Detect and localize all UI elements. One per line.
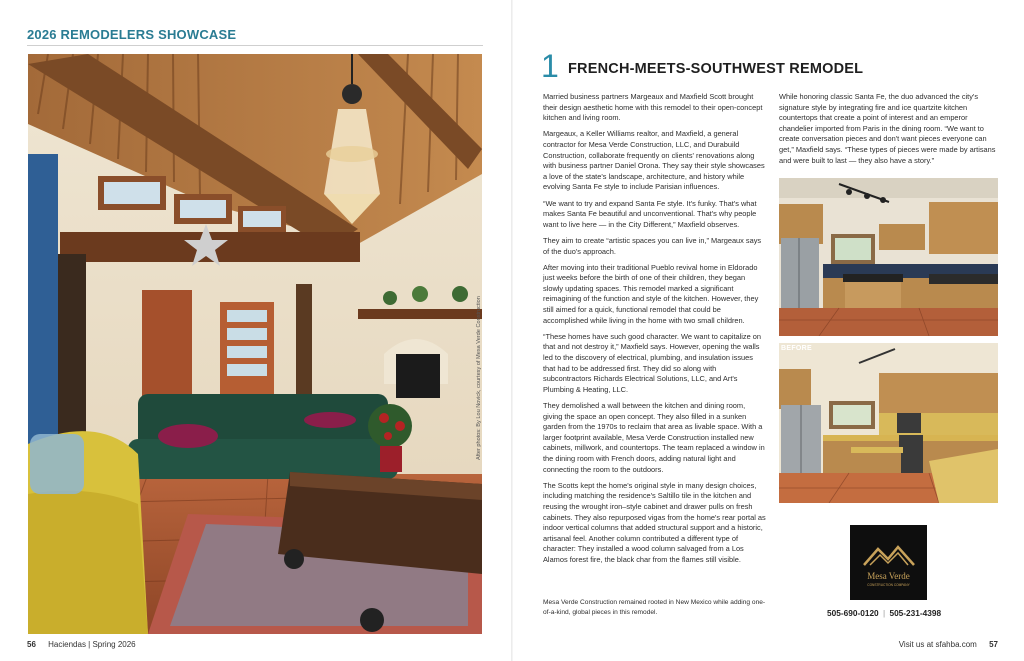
spread-gutter [511, 0, 513, 661]
kitchen-after-photo [779, 178, 998, 336]
photo-caption: Mesa Verde Construction remained rooted in New Mexico while adding one-of-a-kind, global pieces in this remodel. [543, 599, 766, 616]
svg-text:Mesa Verde: Mesa Verde [867, 571, 910, 581]
paragraph: The Scotts kept the home's original style in many design choices, including matching the residence's Saltillo tile in the kitchen and reusing the wrought iron–style cabinet and drawer pulls on fresh cabinets. They also repurposed vigas from the home's rear portal as indoor vertical columns that added structural support and a historic, artisanal feel. Another column contributed a different type of character: They installed a wood column salvaged from a Los Alamos forest fire, the black char from the flames still visible. [543, 480, 766, 564]
article-column-left [543, 92, 766, 571]
ad-phone-numbers [827, 608, 941, 618]
svg-text:CONSTRUCTION COMPANY: CONSTRUCTION COMPANY [867, 583, 910, 587]
paragraph: After moving into their traditional Pueblo revival home in Eldorado just weeks before the birth of one of their children, they began slowly updating spaces. This remodel marked a significant reimagining of the function and style of the kitchen. However, they still aimed for a quick, functional remodel that could be accomplished while living in the home with two small children. [543, 262, 759, 325]
phone-number-1: 505-690-0120 [827, 608, 879, 618]
publication-issue: Haciendas | Spring 2026 [48, 640, 136, 649]
article-column-right [779, 92, 998, 172]
kitchen-before-photo [779, 343, 998, 503]
living-room-photo [28, 54, 482, 634]
before-label: BEFORE [781, 345, 812, 352]
phone-number-2: 505-231-4398 [889, 608, 942, 618]
page-number-right: 57 [989, 640, 998, 649]
website-text: Visit us at sfahba.com [898, 640, 977, 649]
paragraph: While honoring classic Santa Fe, the duo advanced the city's signature style by integrating fire and ice quartzite kitchen countertops that create a point of interest and an emperor chandelier imported from Paris in the dining room. “We want to create conversation pieces and don't want pieces everyone can get,” Maxfield says. “These types of pieces were made by artisans and were built to last — they also have a story.” [779, 92, 996, 165]
article-number: 1 [541, 48, 559, 84]
page-number-left: 56 [27, 640, 36, 649]
footer-left [27, 640, 136, 649]
article-title: FRENCH-MEETS-SOUTHWEST REMODEL [568, 61, 864, 77]
section-header: 2026 REMODELERS SHOWCASE [27, 27, 237, 42]
paragraph: “We want to try and expand Santa Fe style. It's funky. That's what makes Santa Fe beautiful and unconventional. That's why people want to live here — in the City Different,” Maxfield observes. [543, 198, 757, 229]
header-rule [27, 45, 483, 46]
paragraph: They aim to create “artistic spaces you can live in,” Margeaux says of the duo's approach. [543, 235, 762, 256]
phone-separator: | [882, 608, 886, 618]
footer-right [899, 640, 998, 649]
paragraph: Margeaux, a Keller Williams realtor, and Maxfield, a general contractor for Mesa Verde Construction, LLC, and Durabuild Construction, collaborate frequently on clients' renovations along with business partner Daniel Orona. They say their style showcases a love of the state's landscape, architecture, and history while evolving Santa Fe style to include Parisian influences. [543, 129, 765, 192]
paragraph: “These homes have such good character. We want to capitalize on that and not destroy it,” Maxfield says. However, opening the walls led to the discovery of electrical, plumbing, and insulation issues that had to be addressed first. They did so along with subcontractors Richards Electrical Solutions, LLC, and Art's Plumbing & Heating, LLC. [543, 331, 762, 394]
photo-credit: After photos: By Lou Novick, courtesy of Mesa Verde Construction [476, 296, 482, 460]
mesa-verde-logo [850, 525, 927, 600]
paragraph: They demolished a wall between the kitchen and dining room, giving the space an open concept. They also filled in a sunken garden from the 1970s to reclaim that area as livable space. With a larger footprint available, Mesa Verde Construction installed new cabinets, millwork, and countertops. The team replaced a window in the dining room with French doors, adding natural light and connecting the room to the outdoors. [543, 401, 765, 474]
paragraph: Married business partners Margeaux and Maxfield Scott brought their design aesthetic home with this remodel to their open-concept kitchen and living room. [543, 92, 763, 123]
